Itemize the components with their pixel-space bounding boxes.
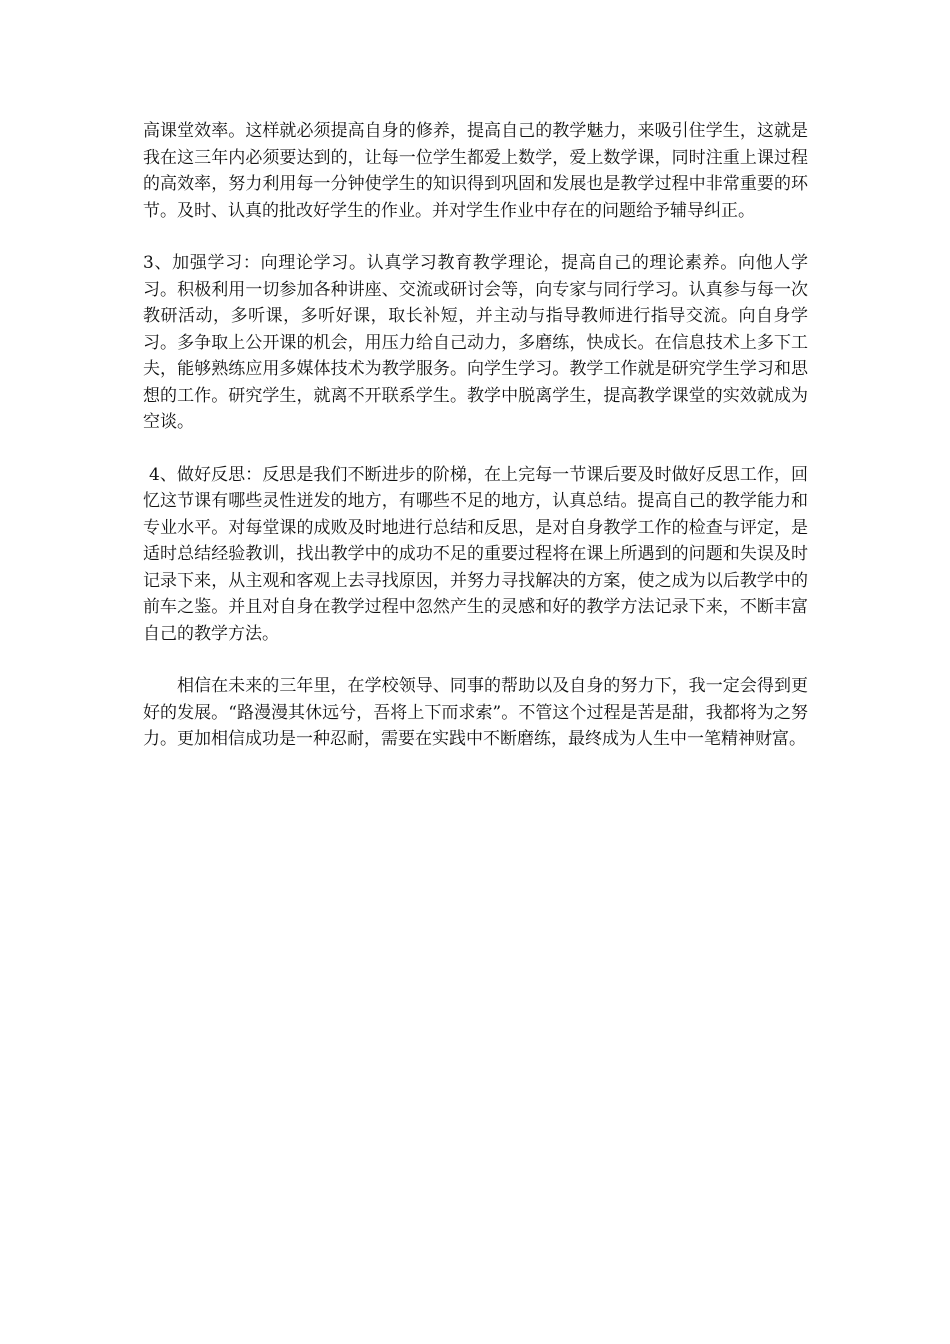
paragraph-reflection: 4、做好反思：反思是我们不断进步的阶梯，在上完每一节课后要及时做好反思工作，回忆这节课有哪些灵性迸发的地方，有哪些不足的地方，认真总结。提高自己的教学能力和专业水平。对每堂课的成败及时地进行总结和反思，是对自身教学工作的检查与评定，是适时总结经验教训，找出教学中的成功不足的重要过程将在课上所遇到的问题和失误及时记录下来，从主观和客观上去寻找原因，并努力寻找解决的方案，使之成为以后教学中的前车之鉴。并且对自身在教学过程中忽然产生的灵感和好的教学方法记录下来，不断丰富自己的教学方法。 bbox=[143, 464, 808, 644]
paragraph-continuation: 高课堂效率。这样就必须提高自身的修养，提高自己的教学魅力，来吸引住学生，这就是我在这三年内必须要达到的，让每一位学生都爱上数学，爱上数学课，同时注重上课过程的高效率，努力利用每一分钟使学生的知识得到巩固和发展也是教学过程中非常重要的环节。及时、认真的批改好学生的作业。并对学生作业中存在的问题给予辅导纠正。 bbox=[143, 121, 808, 221]
document-body bbox=[143, 118, 808, 779]
paragraph-strengthen-learning: 3、加强学习：向理论学习。认真学习教育教学理论，提高自己的理论素养。向他人学习。积极利用一切参加各种讲座、交流或研讨会等，向专家与同行学习。认真参与每一次教研活动，多听课，多听好课，取长补短，并主动与指导教师进行指导交流。向自身学习。多争取上公开课的机会，用压力给自己动力，多磨练，快成长。在信息技术上多下工夫，能够熟练应用多媒体技术为教学服务。向学生学习。教学工作就是研究学生学习和思想的工作。研究学生，就离不开联系学生。教学中脱离学生，提高教学课堂的实效就成为空谈。 bbox=[143, 253, 808, 432]
paragraph-conclusion: 相信在未来的三年里，在学校领导、同事的帮助以及自身的努力下，我一定会得到更好的发展。“路漫漫其休远兮，吾将上下而求索”。不管这个过程是苦是甜，我都将为之努力。更加相信成功是一种忍耐，需要在实践中不断磨练，最终成为人生中一笔精神财富。 bbox=[143, 676, 808, 749]
